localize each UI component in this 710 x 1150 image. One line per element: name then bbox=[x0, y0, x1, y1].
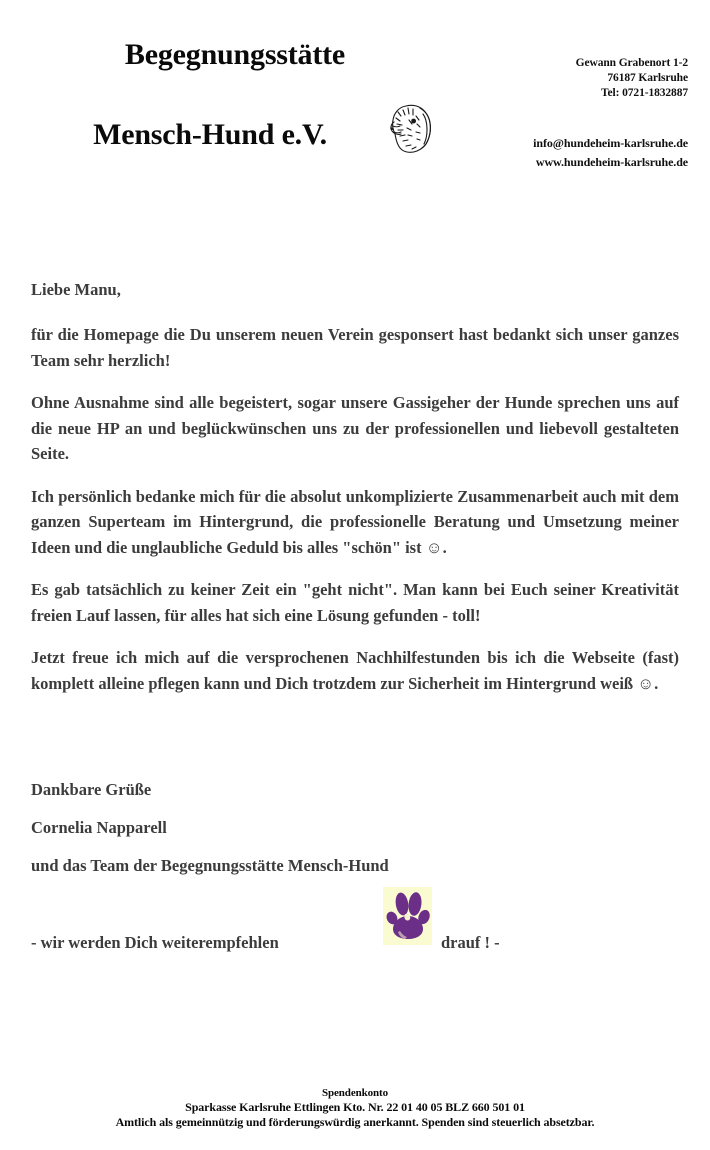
letterhead bbox=[0, 0, 710, 200]
letter-paragraph: für die Homepage die Du unserem neuen Verein gesponsert hast bedankt sich unser ganzes Team sehr herzlich! bbox=[31, 325, 679, 370]
letter-paragraph: Es gab tatsächlich zu keiner Zeit ein "geht nicht". Man kann bei Euch seiner Kreativität freien Lauf lassen, für alles hat sich eine Lösung gefunden - toll! bbox=[31, 580, 679, 625]
letter-paragraph: Ich persönlich bedanke mich für die absolut unkomplizierte Zusammenarbeit auch mit dem ganzen Superteam im Hintergrund, die professionelle Beratung und Umsetzung meiner Ideen und die unglaubliche Geduld bis alles "schön" ist ☺. bbox=[31, 486, 679, 557]
closing-team-line: und das Team der Begegnungsstätte Mensch-Hund bbox=[31, 856, 389, 875]
footer-bank-details: Sparkasse Karlsruhe Ettlingen Kto. Nr. 22 01 40 05 BLZ 660 501 01 bbox=[185, 1100, 525, 1114]
postscript-text-after: drauf ! - bbox=[441, 933, 500, 952]
footer-donation-heading: Spendenkonto bbox=[321, 1087, 389, 1099]
online-contact-block bbox=[533, 134, 688, 172]
email-address[interactable]: info@hundeheim-karlsruhe.de bbox=[533, 136, 688, 150]
closing-greeting: Dankbare Grüße bbox=[31, 780, 152, 799]
dog-head-icon bbox=[386, 102, 442, 156]
paw-print-icon bbox=[383, 887, 432, 945]
address-street: Gewann Grabenort 1-2 bbox=[575, 57, 688, 69]
organization-name-line-1: Begegnungsstätte bbox=[124, 38, 346, 71]
website-url[interactable]: www.hundeheim-karlsruhe.de bbox=[535, 155, 688, 169]
address-phone: Tel: 0721-1832887 bbox=[601, 87, 688, 99]
address-block bbox=[576, 56, 688, 101]
postscript-text-before: - wir werden Dich weiterempfehlen bbox=[31, 933, 279, 952]
address-city: 76187 Karlsruhe bbox=[607, 72, 688, 84]
closing-block bbox=[31, 778, 679, 877]
postscript-line bbox=[31, 930, 679, 956]
letter-paragraph: Jetzt freue ich mich auf die versprochenen Nachhilfestunden bis ich die Webseite (fast) komplett alleine pflegen kann und Dich trotzdem zur Sicherheit im Hintergrund weiß ☺. bbox=[31, 648, 679, 693]
organization-name-line-2: Mensch-Hund e.V. bbox=[93, 118, 327, 151]
letter-paragraph: Ohne Ausnahme sind alle begeistert, sogar unsere Gassigeher der Hunde sprechen uns auf die neue HP an und beglückwünschen uns zu der professionellen und liebevoll gestalteten Seite. bbox=[31, 393, 679, 463]
salutation: Liebe Manu, bbox=[31, 280, 121, 299]
signature-name: Cornelia Napparell bbox=[31, 818, 167, 837]
footer-tax-note: Amtlich als gemeinnützig und förderungswürdig anerkannt. Spenden sind steuerlich absetzbar. bbox=[115, 1115, 595, 1129]
footer bbox=[0, 1086, 710, 1130]
letter-body bbox=[31, 278, 679, 696]
